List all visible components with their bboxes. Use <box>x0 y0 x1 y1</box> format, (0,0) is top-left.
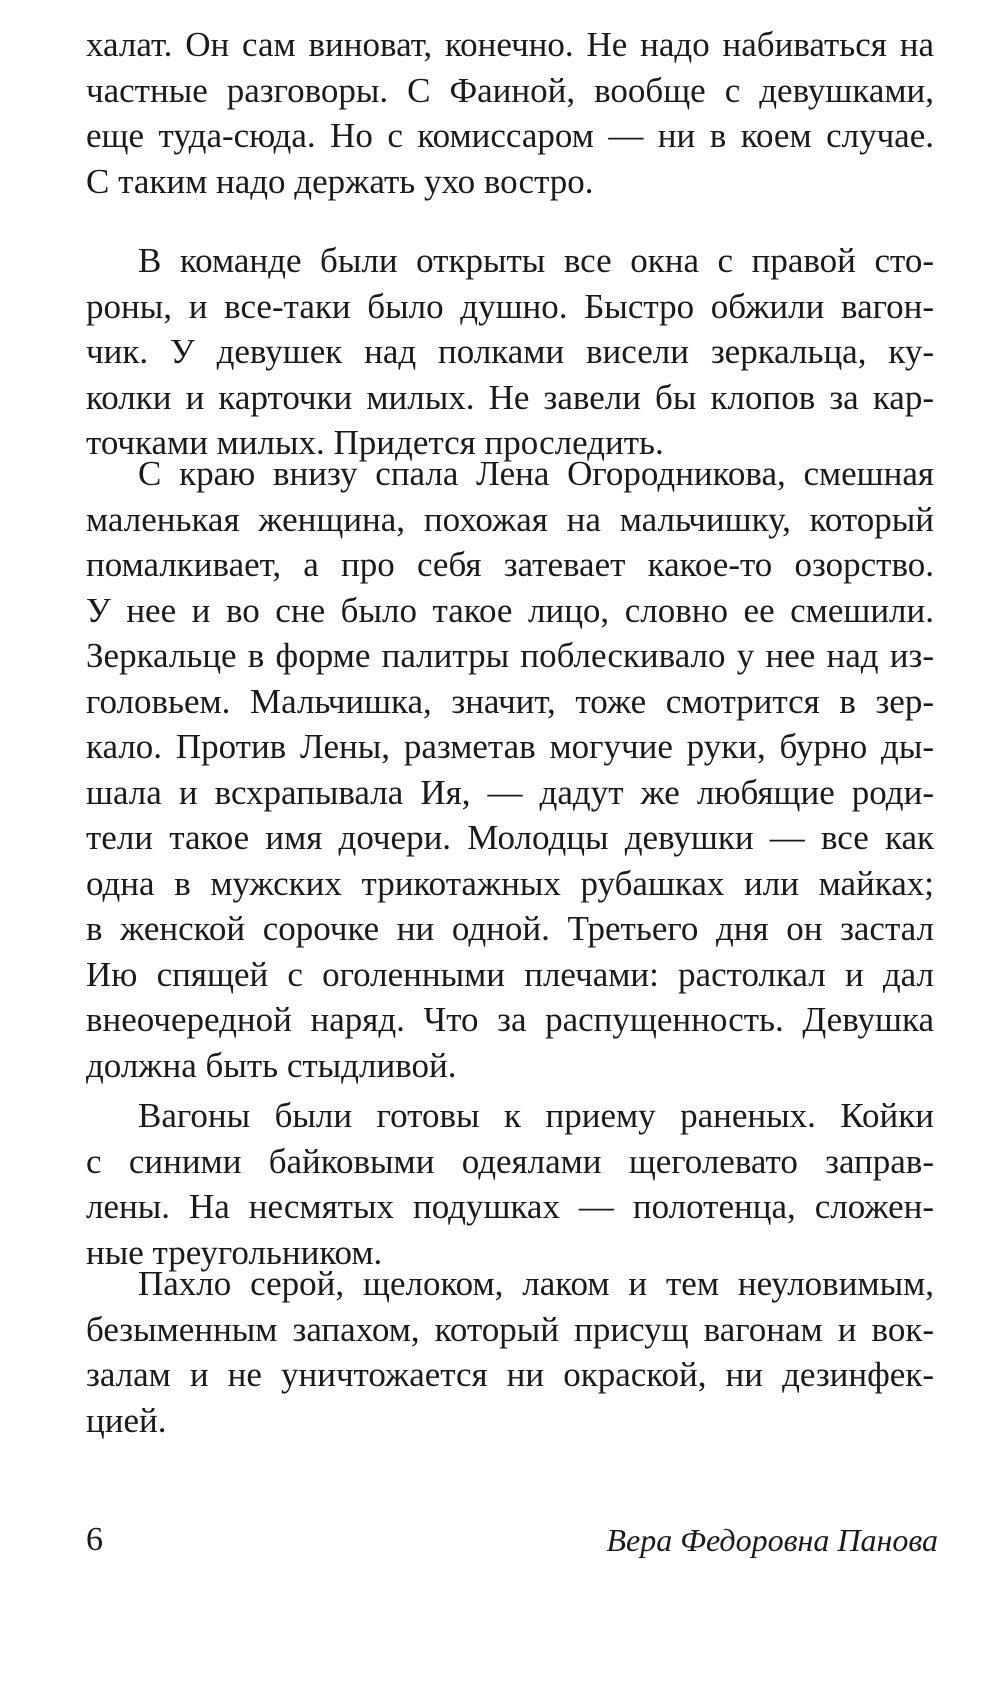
text-line: У нее и во сне было такое лицо, словно ее смешили. <box>86 590 934 630</box>
text-line: чик. У девушек над полками висели зеркальца, ку- <box>86 332 934 371</box>
text-line: Вагоны были готовы к приему раненых. Койки <box>138 1096 934 1135</box>
page-number: 6 <box>86 1521 103 1558</box>
paragraph-4 <box>86 1093 934 1275</box>
text-line: С таким надо держать ухо востро. <box>86 161 594 201</box>
text-line: тели такое имя дочери. Молодцы девушки — все как <box>86 818 934 857</box>
text-line: колки и карточки милых. Не завели бы клопов за кар- <box>86 377 934 417</box>
text-line: кало. Против Лены, разметав могучие руки, бурно ды- <box>86 727 934 766</box>
text-line: Ию спящей с оголенными плечами: растолкал и дал <box>86 954 934 994</box>
text-line: частные разговоры. С Фаиной, вообще с девушками, <box>86 70 934 110</box>
text-line: безыменным запахом, который присущ вагонам и вок- <box>86 1309 934 1349</box>
text-line: роны, и все-таки было душно. Быстро обжили вагон- <box>86 286 934 326</box>
text-line: помалкивает, а про себя затевает какое-то озорство. <box>86 545 934 584</box>
text-line: точками милых. Придется проследить. <box>86 423 664 462</box>
text-line: внеочередной наряд. Что за распущенность. Девушка <box>86 1000 934 1039</box>
text-line: цией. <box>86 1400 167 1440</box>
text-line: ные треугольником. <box>86 1232 383 1272</box>
paragraph-2 <box>86 238 934 466</box>
text-line: шала и всхрапывала Ия, — дадут же любящие роди- <box>86 772 934 812</box>
text-line: С краю внизу спала Лена Огородникова, смешная <box>138 454 934 493</box>
text-line: залам и не уничтожается ни окраской, ни дезинфек- <box>86 1355 934 1394</box>
text-line: Пахло серой, щелоком, лаком и тем неуловимым, <box>138 1264 934 1303</box>
text-line: Зеркальце в форме палитры поблескивало у нее над из- <box>86 636 934 675</box>
running-footer-author: Вера Федоровна Панова <box>606 1522 938 1558</box>
text-line: в женской сорочке ни одной. Третьего дня он застал <box>86 909 934 948</box>
paragraph-1 <box>86 22 934 204</box>
text-line: маленькая женщина, похожая на мальчишку, который <box>86 499 934 539</box>
text-line: лены. На несмятых подушках — полотенца, сложен- <box>86 1187 934 1226</box>
text-line: еще туда-сюда. Но с комиссаром — ни в коем случае. <box>86 116 934 155</box>
paragraph-5 <box>86 1261 934 1443</box>
text-line: одна в мужских трикотажных рубашках или майках; <box>86 863 934 903</box>
text-line: халат. Он сам виноват, конечно. Не надо набиваться на <box>86 25 934 64</box>
text-line: должна быть стыдливой. <box>86 1045 457 1085</box>
paragraph-3 <box>86 451 934 1088</box>
text-line: головьем. Мальчишка, значит, тоже смотрится в зер- <box>86 681 934 721</box>
text-line: с синими байковыми одеялами щеголевато заправ- <box>86 1141 934 1181</box>
text-line: В команде были открыты все окна с правой сто- <box>138 241 934 280</box>
